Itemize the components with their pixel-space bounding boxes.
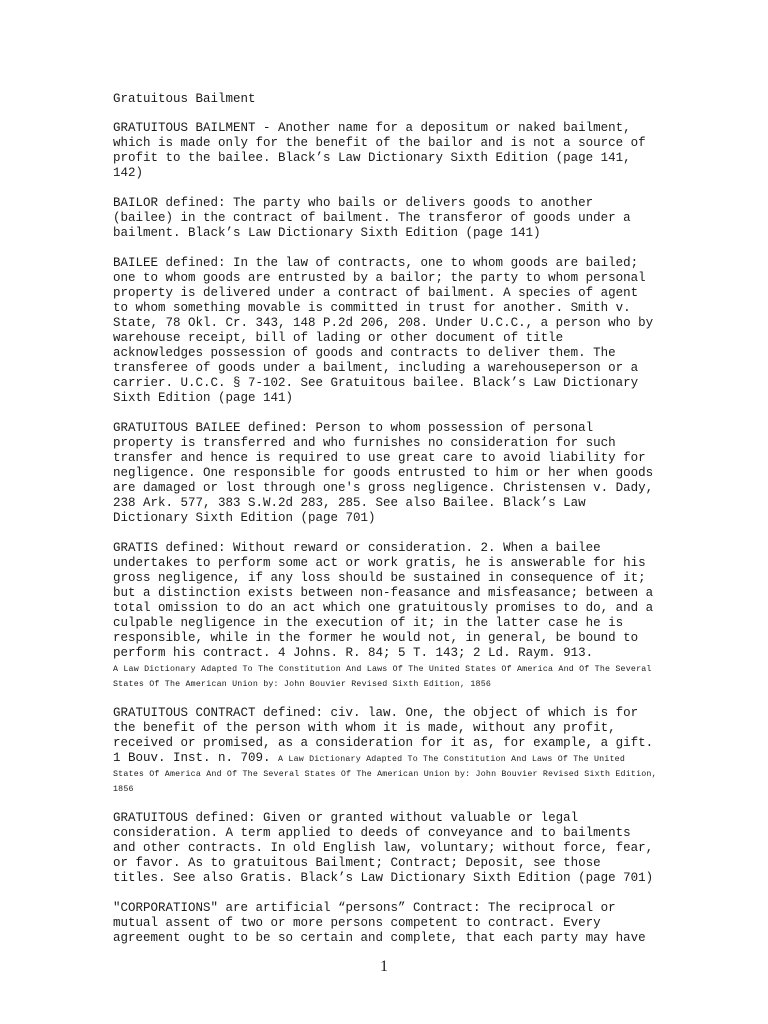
paragraph [113,706,658,796]
paragraph [113,121,658,181]
source-citation: A Law Dictionary Adapted To The Constitution And Laws Of The United States Of America And Of The Several States Of The American Union by: John Bouvier Revised Sixth Edition, 1856 [113,665,652,689]
paragraph-text: GRATIS defined: Without reward or consideration. 2. When a bailee undertakes to perform some act or work gratis, he is answerable for his gross negligence, if any loss should be sustained in consequence of it; but a distinction exists between non-feasance and misfeasance; between a total omission to do an act which one gratuitously promises to do, and a culpable negligence in the execution of it; in the latter case he is responsible, while in the former he would not, in general, be bound to perform his contract. 4 Johns. R. 84; 5 T. 143; 2 Ld. Raym. 913. [113,541,654,660]
paragraph [113,421,658,526]
paragraph-text: GRATUITOUS CONTRACT defined: civ. law. One, the object of which is for the benefit of the person with whom it is made, without any profit, received or promised, as a consideration for it as, for example, a gift. 1 Bouv. Inst. n. 709. [113,706,654,765]
paragraph [113,196,658,241]
paragraph-list [113,121,658,946]
paragraph [113,901,658,946]
page-number: 1 [380,958,388,975]
paragraph-text: "CORPORATIONS" are artificial “persons” Contract: The reciprocal or mutual assent of two or more persons competent to contract. Every agreement ought to be so certain and complete, that each party may have [113,901,646,945]
paragraph-text: GRATUITOUS BAILEE defined: Person to whom possession of personal property is transferred and who furnishes no consideration for such transfer and hence is required to use great care to avoid liability for negligence. One responsible for goods entrusted to him or her when goods are damaged or lost through one's gross negligence. Christensen v. Dady, 238 Ark. 577, 383 S.W.2d 283, 285. See also Bailee. Black’s Law Dictionary Sixth Edition (page 701) [113,421,654,525]
paragraph-text: GRATUITOUS BAILMENT - Another name for a depositum or naked bailment, which is made only for the benefit of the bailor and is not a source of profit to the bailee. Black’s Law Dictionary Sixth Edition (page 141, 142) [113,121,646,180]
paragraph [113,811,658,886]
document-page [113,92,658,961]
document-title: Gratuitous Bailment [113,92,256,106]
paragraph-text: BAILEE defined: In the law of contracts, one to whom goods are bailed; one to whom goods are entrusted by a bailor; the party to whom personal property is delivered under a contract of bailment. A species of agent to whom something movable is committed in trust for another. Smith v. State, 78 Okl. Cr. 343, 148 P.2d 206, 208. Under U.C.C., a person who by warehouse receipt, bill of lading or other document of title acknowledges possession of goods and contracts to deliver them. The transferee of goods under a bailment, including a warehouseperson or a carrier. U.C.C. § 7-102. See Gratuitous bailee. Black’s Law Dictionary Sixth Edition (page 141) [113,256,654,405]
paragraph-text: BAILOR defined: The party who bails or delivers goods to another (bailee) in the contract of bailment. The transferor of goods under a bailment. Black’s Law Dictionary Sixth Edition (page 141) [113,196,631,240]
paragraph [113,256,658,406]
source-citation: A Law Dictionary Adapted To The Constitution And Laws Of The United States Of America And Of The Several States Of The American Union by: John Bouvier Revised Sixth Edition, 1856 [113,755,657,794]
paragraph [113,541,658,691]
paragraph-text: GRATUITOUS defined: Given or granted without valuable or legal consideration. A term applied to deeds of conveyance and to bailments and other contracts. In old English law, voluntary; without force, fear, or favor. As to gratuitous Bailment; Contract; Deposit, see those titles. See also Gratis. Black’s Law Dictionary Sixth Edition (page 701) [113,811,654,885]
